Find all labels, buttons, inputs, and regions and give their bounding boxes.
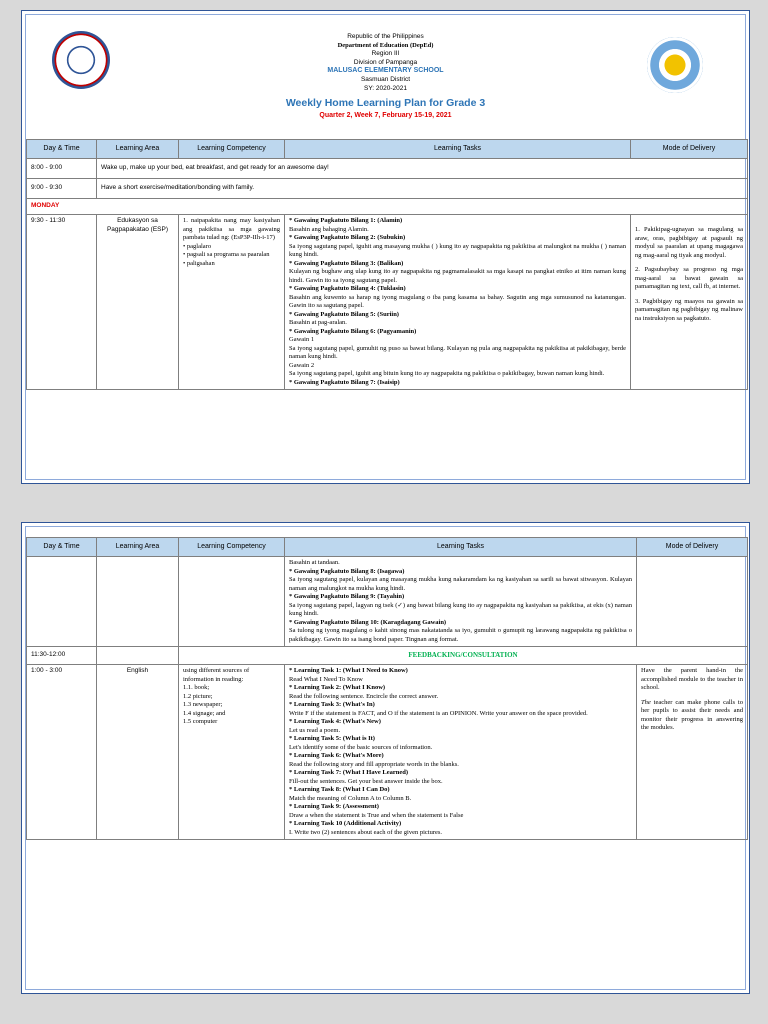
task-heading: * Gawaing Pagkatuto Bilang 9: (Tayahin) — [289, 593, 405, 600]
table-row-english — [27, 665, 748, 840]
header-line-region: Region III — [371, 50, 400, 58]
district-name: Sasmuan District — [360, 75, 411, 83]
mode-text: teacher can make phone calls to her pupils to assist their needs and monitor their progress in answering the modules. — [641, 698, 743, 731]
document-header — [26, 15, 745, 139]
task-text: Sa iyong sagutang papel, iguhit ang masayang mukha ( ) kung ito ay nagpapakita ng pakikiisa at malungkot na mukha ( ) naman kung hindi. — [289, 242, 626, 258]
task-text: Let us read a poem. — [289, 726, 341, 734]
time-cell: 1:00 - 3:00 — [27, 665, 97, 840]
task-heading: * Learning Task 7: (What I Have Learned) — [289, 769, 408, 776]
task-heading: * Gawaing Pagkatuto Bilang 8: (Isagawa) — [289, 567, 405, 575]
col-header-learning-area: Learning Area — [97, 538, 179, 557]
task-text: Basahin ang bahaging Alamin. — [289, 225, 369, 233]
competency-bullet: • paglalaro — [183, 242, 212, 250]
competency-text: 1. naipapakita nang may kasiyahan ang pakikiisa sa mga gawaing pambata tulad ng: (EsP3P-IIh-i-17) — [183, 217, 280, 241]
task-heading: * Gawaing Pagkatuto Bilang 3: (Balikan) — [289, 259, 404, 267]
task-heading: * Gawaing Pagkatuto Bilang 7: (Isaisip) — [289, 378, 400, 386]
feedbacking-consultation-label: FEEDBACKING/CONSULTATION — [179, 647, 748, 665]
task-text: Basahin ang kuwento sa harap ng iyong magulang o iba pang kasama sa bahay. Sagutin ang mga sumusunod na katanungan. Gawin ito sa sagutang papel. — [289, 293, 626, 309]
task-text: Read the following story and fill appropriate words in the blanks. — [289, 760, 459, 768]
day-row — [27, 199, 748, 215]
col-header-day-time: Day & Time — [27, 140, 97, 159]
learning-area-cell — [97, 647, 179, 665]
school-seal-logo — [647, 37, 703, 93]
mode-text: Have the parent hand-in the accomplished module to the teacher in school. — [641, 667, 743, 691]
task-text: Sa iyong sagutang papel, gumuhit ng puso sa bawat bilang. Kulayan ng pula ang nagpapakita ng pakikiisa at pakikibagay, berde naman kung hindi. — [289, 344, 626, 360]
col-header-learning-tasks: Learning Tasks — [285, 538, 637, 557]
competency-item: 1.5 computer — [183, 718, 218, 725]
table-row — [27, 179, 748, 199]
col-header-learning-tasks: Learning Tasks — [285, 140, 631, 159]
task-heading: * Learning Task 8: (What I Can Do) — [289, 786, 390, 793]
task-text: Read What I Need To Know — [289, 675, 363, 683]
mode-of-delivery-cell — [637, 557, 748, 647]
header-line-republic: Republic of the Philippines — [347, 33, 424, 40]
learning-tasks-cell — [285, 557, 637, 647]
time-cell: 9:30 - 11:30 — [27, 215, 97, 390]
task-text: Gawain 2 — [289, 361, 315, 369]
learning-plan-table-page-1 — [26, 139, 748, 390]
col-header-mode-of-delivery: Mode of Delivery — [631, 140, 748, 159]
table-header-row — [27, 538, 748, 557]
table-row — [27, 159, 748, 179]
activity-cell: Wake up, make up your bed, eat breakfast, and get ready for an awesome day! — [97, 159, 748, 179]
page-1-frame — [25, 14, 746, 480]
task-text: Basahin at pag-aralan. — [289, 319, 347, 326]
task-heading: * Learning Task 10 (Additional Activity) — [289, 820, 402, 827]
activity-cell: Have a short exercise/meditation/bonding with family. — [97, 179, 748, 199]
table-row-feedback — [27, 647, 748, 665]
time-cell: 11:30-12:00 — [27, 647, 97, 665]
task-text: Draw a when the statement is True and when the statement is False — [289, 811, 464, 819]
deped-seal-logo — [52, 31, 110, 89]
task-text: Match the meaning of Column A to Column B. — [289, 794, 412, 802]
competency-text: using different sources of information in reading: — [183, 667, 250, 683]
mode-text: 1. Pakikipag-ugnayan sa magulang sa araw, oras, pagbibigay at pagsauli ng modyul sa paaralan at upang magagawa ng mag-aaral ng tiyak ang modyul. — [635, 226, 743, 259]
task-heading: * Learning Task 1: (What I Need to Know) — [289, 667, 408, 674]
competency-item: 1.2 picture; — [183, 692, 213, 700]
time-cell: 8:00 - 9:00 — [27, 159, 97, 179]
competency-item: 1.4 signage; and — [183, 709, 226, 717]
competency-item: 1.1. book; — [183, 684, 210, 691]
learning-area-cell: Edukasyon sa Pagpapakatao (ESP) — [97, 215, 179, 390]
competency-bullet: • pagsali sa programa sa paaralan — [183, 251, 270, 258]
task-heading: * Gawaing Pagkatuto Bilang 2: (Subukin) — [289, 234, 406, 241]
col-header-mode-of-delivery: Mode of Delivery — [637, 538, 748, 557]
mode-text: 2. Pagsubaybay sa progreso ng mga mag-aaral sa bawat gawain sa pamamagitan ng text, call fb, at internet. — [635, 266, 743, 290]
learning-plan-table-page-2 — [26, 537, 748, 840]
task-heading: * Gawaing Pagkatuto Bilang 4: (Tuklasin) — [289, 285, 406, 292]
learning-tasks-cell — [285, 215, 631, 390]
time-cell — [27, 557, 97, 647]
page-1 — [21, 10, 750, 484]
task-text: Write F if the statement is FACT, and O if the statement is an OPINION. Write your answer on the space provided. — [289, 709, 588, 717]
mode-text: 3. Pagbibigay ng maayos na gawain sa pamamagitan ng pagbibigay ng malinaw na instruksiyon sa pagkatuto. — [635, 297, 743, 322]
table-row-esp-continued — [27, 557, 748, 647]
task-heading: * Learning Task 2: (What I Know) — [289, 684, 386, 691]
task-text: Sa iyong sagutang papel, lagyan ng tsek (✓) ang bawat bilang kung ito ay nagpapakita ng kasiyahan sa pakikiisa, at ekis (x) naman kung hindi. — [289, 601, 632, 617]
learning-competency-cell — [179, 557, 285, 647]
task-text: I. Write two (2) sentences about each of the given pictures. — [289, 828, 443, 836]
task-heading: * Learning Task 6: (What's More) — [289, 752, 384, 759]
school-name: MALUSAC ELEMENTARY SCHOOL — [327, 67, 444, 75]
task-text: Fill-out the sentences. Get your best answer inside the box. — [289, 777, 443, 785]
task-text: Sa tulong ng iyong magulang o kahit sinong mas nakatatanda sa iyo, gumuhit o gumupit ng larawang nagpapakita ng pakikiisa o pakikibagay. Gawin ito sa isang bond paper. Tingnan ang format. — [289, 627, 632, 643]
competency-item: 1.3 newspaper; — [183, 701, 223, 708]
col-header-learning-area: Learning Area — [97, 140, 179, 159]
header-line-deped: Department of Education (DepEd) — [337, 41, 434, 49]
mode-of-delivery-cell — [637, 665, 748, 840]
page-2 — [21, 522, 750, 994]
table-header-row — [27, 140, 748, 159]
time-cell: 9:00 - 9:30 — [27, 179, 97, 199]
task-heading: * Gawaing Pagkatuto Bilang 6: (Pagyamanin) — [289, 327, 417, 335]
task-heading: * Learning Task 4: (What's New) — [289, 718, 381, 725]
table-row-esp — [27, 215, 748, 390]
task-text: Basahin at tandaan. — [289, 559, 340, 566]
mode-of-delivery-cell — [631, 215, 748, 390]
learning-area-cell — [97, 557, 179, 647]
task-heading: * Gawaing Pagkatuto Bilang 1: (Alamin) — [289, 217, 403, 224]
task-heading: * Learning Task 9: (Assessment) — [289, 803, 379, 810]
document-title: Weekly Home Learning Plan for Grade 3 — [285, 97, 486, 110]
learning-area-cell: English — [97, 665, 179, 840]
day-label-monday: MONDAY — [27, 199, 748, 215]
task-text: Sa iyong sagutang papel, iguhit ang bituin kung ito ay nagpapakita ng pakikiisa o pakikibagay, buwan naman kung hindi. — [289, 370, 605, 377]
header-line-division: Division of Pampanga — [353, 58, 418, 66]
school-year: SY: 2020-2021 — [363, 84, 407, 92]
col-header-learning-competency: Learning Competency — [179, 140, 285, 159]
task-text: Let's identify some of the basic sources of information. — [289, 743, 433, 751]
task-heading: * Gawaing Pagkatuto Bilang 10: (Karagdagang Gawain) — [289, 618, 447, 626]
learning-competency-cell — [179, 665, 285, 840]
task-text: Read the following sentence. Encircle the correct answer. — [289, 692, 439, 700]
competency-bullet: • paligsahan — [183, 259, 215, 267]
task-text: Gawain 1 — [289, 336, 315, 343]
task-heading: * Learning Task 3: (What's In) — [289, 701, 375, 708]
col-header-learning-competency: Learning Competency — [179, 538, 285, 557]
mode-text-block — [641, 699, 743, 733]
task-heading: * Gawaing Pagkatuto Bilang 5: (Suriin) — [289, 310, 399, 318]
learning-tasks-cell — [285, 665, 637, 840]
task-text: Kulayan ng bughaw ang ulap kung ito ay nagpapakita ng pagmamalasakit sa mga kasapi na pangkat etniko at itim naman kung hindi. Gawin ito sa iyong sagutang papel. — [289, 268, 626, 284]
page-2-frame — [25, 526, 746, 990]
task-text: Sa iyong sagutang papel, kulayan ang masayang mukha kung nakaramdam ka ng kasiyahan sa sarili sa bawat sitwasyon. Kulayan naman ang malungkot na mukha kung hindi. — [289, 576, 632, 592]
task-heading: * Learning Task 5: (What is It) — [289, 735, 375, 742]
quarter-week-dates: Quarter 2, Week 7, February 15-19, 2021 — [319, 112, 452, 120]
mode-text-emphasis: The — [641, 698, 651, 706]
col-header-day-time: Day & Time — [27, 538, 97, 557]
learning-competency-cell — [179, 215, 285, 390]
